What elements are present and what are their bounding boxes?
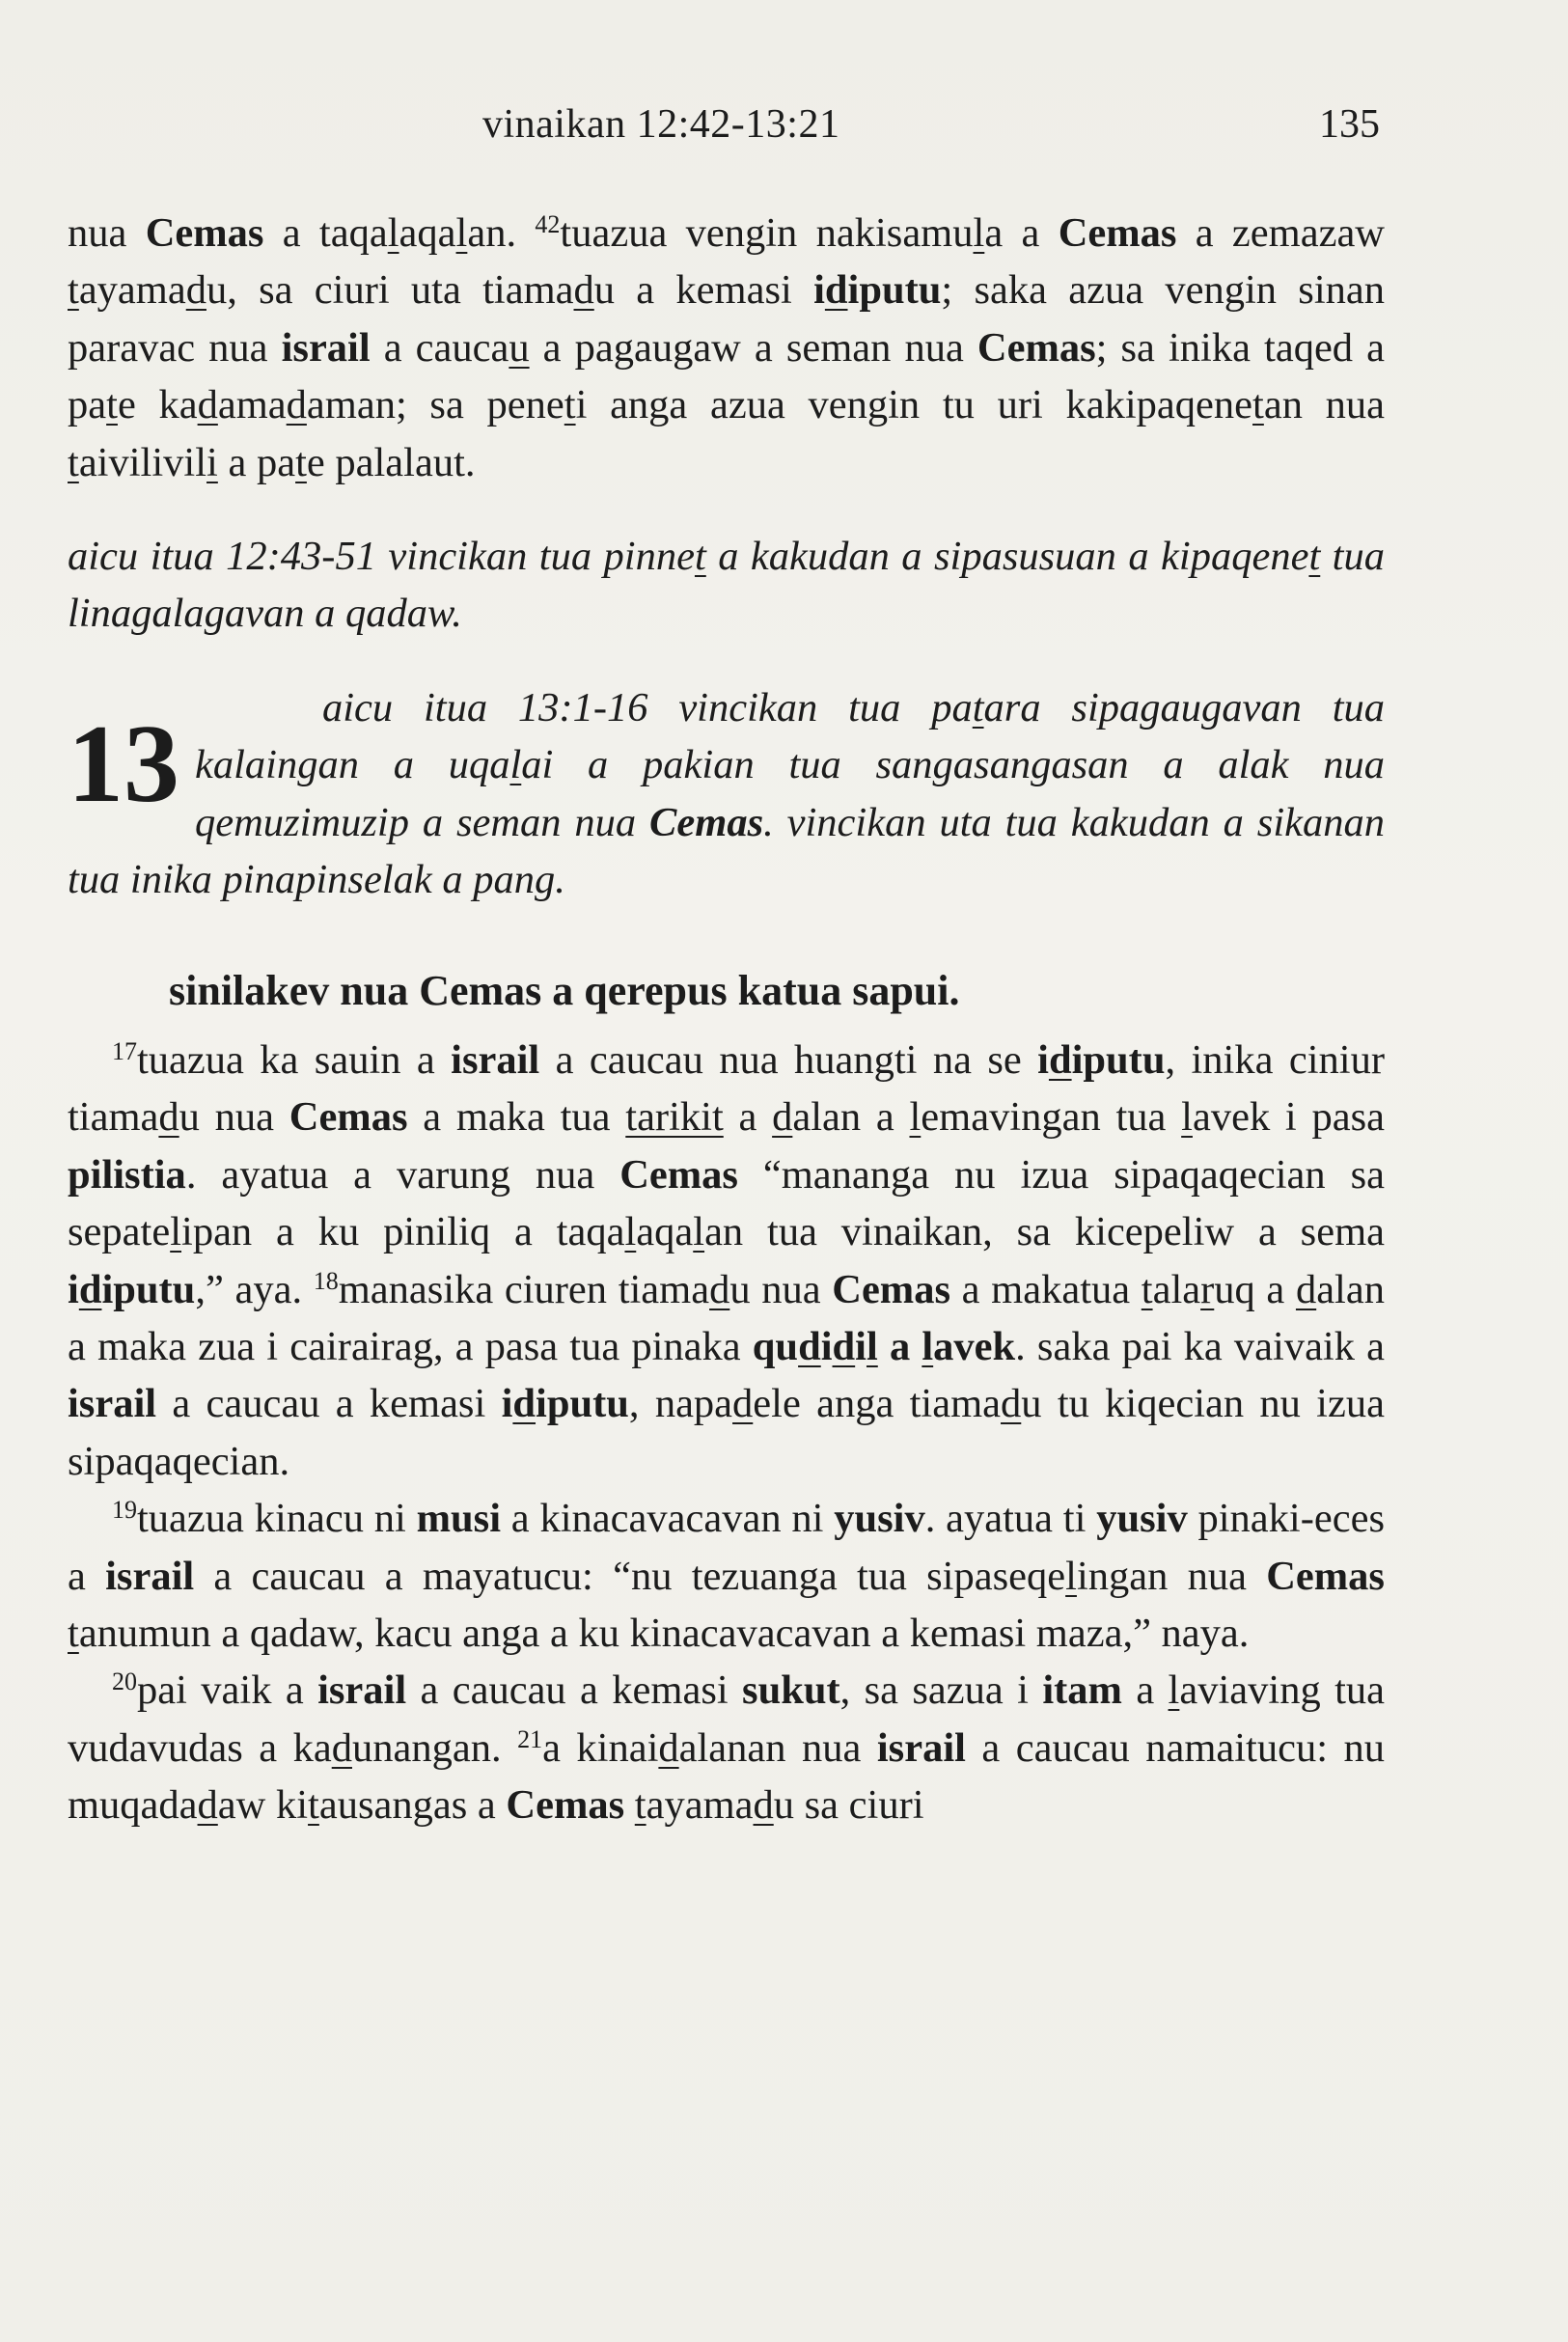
text-run: alanan nua [678, 1724, 877, 1771]
text-run: a makatua [950, 1266, 1142, 1312]
bold-term: Cemas [832, 1266, 950, 1312]
bold-term: iputu [536, 1381, 629, 1427]
text-run: t [1308, 534, 1321, 580]
text-run: . ayatua a varung nua [185, 1151, 620, 1198]
text-run: nua [68, 210, 146, 256]
bold-term: israil [451, 1036, 540, 1083]
paragraph-verse-19 [68, 1490, 1385, 1662]
text-run: avek i pasa [1192, 1094, 1385, 1141]
text-run: pinaki-eces a [68, 1496, 1386, 1599]
text-run: a taqa [263, 210, 388, 256]
text-run: a kakudan a sipasusuan a kipaqene [705, 534, 1309, 580]
bold-term: qu [752, 1323, 799, 1369]
text-run: aivilivil [78, 439, 207, 485]
bold-term: d [1048, 1036, 1072, 1083]
verse-number: 20 [112, 1667, 137, 1696]
section-heading: sinilakev nua Cemas a qerepus katua sapui. [169, 967, 960, 1015]
text-run: a pa [217, 439, 296, 485]
bold-term: iputu [847, 267, 942, 314]
text-run: ; sa inika taqed a pa [68, 324, 1385, 428]
text-run: a kinai [542, 1724, 659, 1771]
text-run: . vincikan uta tua kakudan a sikanan tua inika pinapinselak a pang. [68, 799, 1385, 903]
text-run: l [1181, 1094, 1193, 1141]
text-run: r [1200, 1266, 1215, 1312]
text-run: ayama [78, 267, 186, 314]
text-run: d [709, 1266, 730, 1312]
text-run: t [295, 439, 307, 485]
text-run: ausangas a [318, 1782, 507, 1829]
text-run [624, 1782, 635, 1828]
text-run: d [573, 267, 594, 314]
text-run: . saka pai ka vaivaik a [1015, 1323, 1385, 1369]
commentary-note-12-43 [68, 528, 1385, 643]
bold-term: Cemas [506, 1782, 625, 1829]
bold-term: avek [933, 1323, 1016, 1369]
bold-term: Cemas [1266, 1553, 1385, 1599]
text-run: e palalaut. [306, 439, 476, 485]
text-run: alan a [792, 1094, 910, 1141]
text-run: l [1065, 1553, 1077, 1599]
text-run: an nua [1263, 382, 1386, 428]
bold-term: israil [68, 1381, 157, 1427]
text-run: a a [984, 210, 1059, 256]
text-run: aicu itua 13:1-16 vincikan tua pa [322, 684, 973, 730]
text-run: an. [467, 210, 536, 256]
text-run: a [1121, 1667, 1169, 1714]
chapter-13-block [68, 679, 1385, 909]
bold-term: d [798, 1323, 821, 1369]
bold-term: i [813, 267, 825, 314]
text-run: d [1001, 1381, 1022, 1427]
text-run: aw ki [217, 1782, 309, 1829]
text-run: a caucau a mayatucu: “nu tezuanga tua sipaseqe [194, 1553, 1066, 1599]
text-run: aqa [636, 1209, 694, 1255]
text-run: d [772, 1094, 793, 1141]
bold-term: itam [1042, 1667, 1122, 1714]
chapter-intro-note [68, 679, 1385, 909]
text-run: ele anga tiama [753, 1381, 1002, 1427]
text-run: t [1141, 1266, 1153, 1312]
text-run: u a kemasi [593, 267, 814, 314]
bold-term: iputu [1071, 1036, 1166, 1083]
text-run: d [158, 1094, 179, 1141]
text-run: t [634, 1782, 646, 1829]
text-run: ama [217, 382, 287, 428]
text-run: t [1252, 382, 1264, 428]
text-run: an tua vinaikan, sa kicepeliw a sema [704, 1209, 1385, 1255]
text-run: tua linagalagavan a qadaw. [68, 534, 1385, 637]
text-run: uq a [1214, 1266, 1296, 1312]
text-run: a caucau namaitucu: nu muqada [68, 1724, 1386, 1829]
bold-term: Cemas [145, 210, 264, 256]
page-header [68, 101, 1380, 159]
text-run: l [1168, 1667, 1180, 1714]
text-run: u [509, 324, 530, 371]
text-run: l [973, 210, 985, 256]
text-run: t [106, 382, 118, 428]
text-run: . ayatua ti [924, 1496, 1097, 1542]
paragraph-verses-17-18 [68, 1032, 1385, 1490]
text-run: t [68, 267, 79, 314]
bold-term: i [68, 1266, 79, 1312]
text-run: u sa ciuri [773, 1782, 924, 1829]
text-run: tuazua ka sauin a [137, 1036, 452, 1083]
verse-number: 42 [535, 210, 561, 238]
bold-term: d [78, 1266, 102, 1312]
verse-number: 18 [313, 1266, 339, 1295]
text-run: d [732, 1381, 754, 1427]
text-run: i [206, 439, 218, 485]
page-number: 135 [1319, 102, 1380, 147]
bold-term: israil [105, 1553, 195, 1599]
text-run: a kinacavacavan ni [501, 1496, 835, 1542]
text-run: a maka tua [407, 1094, 626, 1141]
text-run: ara sipagaugavan tua kalaingan a uqa [195, 684, 1386, 788]
text-run: ; saka azua vengin sinan paravac nua [68, 267, 1385, 371]
text-run: ingan nua [1076, 1553, 1267, 1599]
text-run: u, sa ciuri uta tiama [206, 267, 574, 314]
text-run: t [564, 382, 576, 428]
text-run: t [972, 684, 984, 730]
text-run: a caucau a kemasi [156, 1381, 502, 1427]
text-run: d [286, 382, 307, 428]
bold-term: Cemas [619, 1151, 738, 1198]
text-run: , inika ciniur tiama [68, 1036, 1385, 1141]
bold-term: d [832, 1323, 856, 1369]
page-body [68, 205, 1385, 1834]
text-run: manasika ciuren tiama [338, 1266, 710, 1312]
text-run: t [68, 1610, 79, 1656]
text-run: ,” aya. [195, 1266, 314, 1312]
bold-term: i [501, 1381, 513, 1427]
text-run: l [693, 1209, 705, 1255]
text-run: t [68, 439, 79, 485]
bold-term: Cemas [649, 799, 764, 845]
text-run: l [909, 1094, 922, 1141]
text-run: t [694, 534, 706, 580]
bold-term: l [866, 1323, 878, 1369]
text-run: l [170, 1209, 182, 1255]
text-run: aviaving tua vudavudas a ka [68, 1667, 1385, 1771]
text-run: d [197, 382, 218, 428]
text-run: tuazua vengin nakisamu [560, 210, 974, 256]
text-run: t [308, 1782, 319, 1829]
text-run: u nua [729, 1266, 833, 1312]
bold-term: yusiv [834, 1496, 925, 1542]
text-run: e ka [117, 382, 198, 428]
bold-term: a [877, 1323, 922, 1369]
text-run: d [658, 1724, 679, 1771]
text-run: emavingan tua [921, 1094, 1182, 1141]
paragraph-verses-20-21 [68, 1662, 1385, 1833]
text-run: l [624, 1209, 637, 1255]
text-run: u nua [179, 1094, 289, 1141]
text-run: ai a pakian tua sangasangasan a alak nua qemuzimuzip a seman nua [195, 742, 1385, 845]
text-run: aqa [399, 210, 456, 256]
text-run: l [387, 210, 399, 256]
bold-term: sukut [742, 1667, 840, 1714]
text-run: pai vaik a [137, 1667, 318, 1714]
text-run: ala [1152, 1266, 1201, 1312]
text-run: anumun a qadaw, kacu anga a ku kinacavacavan a kemasi maza,” naya. [78, 1610, 1250, 1656]
bold-term: musi [416, 1496, 502, 1542]
text-run: a pagaugaw a seman nua [529, 324, 977, 371]
text-run: , sa sazua i [839, 1667, 1043, 1714]
text-run: aman; sa pene [306, 382, 564, 428]
text-run: alan a maka zua i cairairag, a pasa tua pinaka [68, 1266, 1385, 1369]
bold-term: d [512, 1381, 536, 1427]
text-run: i anga azua vengin tu uri kakipaqene [575, 382, 1253, 428]
text-run: a cauca [370, 324, 509, 371]
text-run: tarikit [625, 1094, 724, 1141]
bold-term: i [1037, 1036, 1049, 1083]
text-run: a [723, 1094, 773, 1141]
text-run: a caucau nua huangti na se [539, 1036, 1038, 1083]
text-run: , napa [628, 1381, 733, 1427]
bold-term: yusiv [1096, 1496, 1188, 1542]
text-run: d [197, 1782, 218, 1829]
text-run: tuazua kinacu ni [137, 1496, 417, 1542]
text-run: d [331, 1724, 352, 1771]
text-run: aicu itua 12:43-51 vincikan tua pinne [68, 534, 695, 580]
bold-term: pilistia [68, 1151, 186, 1198]
verse-number: 17 [112, 1036, 137, 1065]
text-run: ipan a ku piniliq a taqa [181, 1209, 625, 1255]
bold-term: Cemas [1058, 210, 1177, 256]
bold-term: i [820, 1323, 833, 1369]
paragraph-verse-42 [68, 205, 1385, 491]
verse-number: 19 [112, 1496, 137, 1525]
text-run: unangan. [351, 1724, 518, 1771]
text-run: a caucau a kemasi [406, 1667, 743, 1714]
text-run: a zemazaw [1176, 210, 1386, 256]
text-run: “mananga nu izua sipaqaqecian sa sepate [68, 1151, 1385, 1255]
bold-term: iputu [101, 1266, 196, 1312]
text-run: l [455, 210, 468, 256]
text-run: d [185, 267, 206, 314]
text-run: l [509, 742, 522, 788]
bold-term: Cemas [977, 324, 1096, 371]
bold-term: l [922, 1323, 934, 1369]
bold-term: Cemas [289, 1094, 408, 1141]
text-run: u tu kiqecian nu izua sipaqaqecian. [68, 1381, 1385, 1484]
bold-term: d [824, 267, 848, 314]
text-run: d [753, 1782, 774, 1829]
chapter-number: 13 [68, 702, 179, 826]
bold-term: israil [876, 1724, 966, 1771]
text-run: ayama [646, 1782, 754, 1829]
bold-term: israil [317, 1667, 407, 1714]
verse-number: 21 [517, 1724, 543, 1753]
running-head: vinaikan 12:42-13:21 [482, 102, 840, 147]
bold-term: israil [281, 324, 371, 371]
text-run: d [1295, 1266, 1317, 1312]
bold-term: i [855, 1323, 867, 1369]
